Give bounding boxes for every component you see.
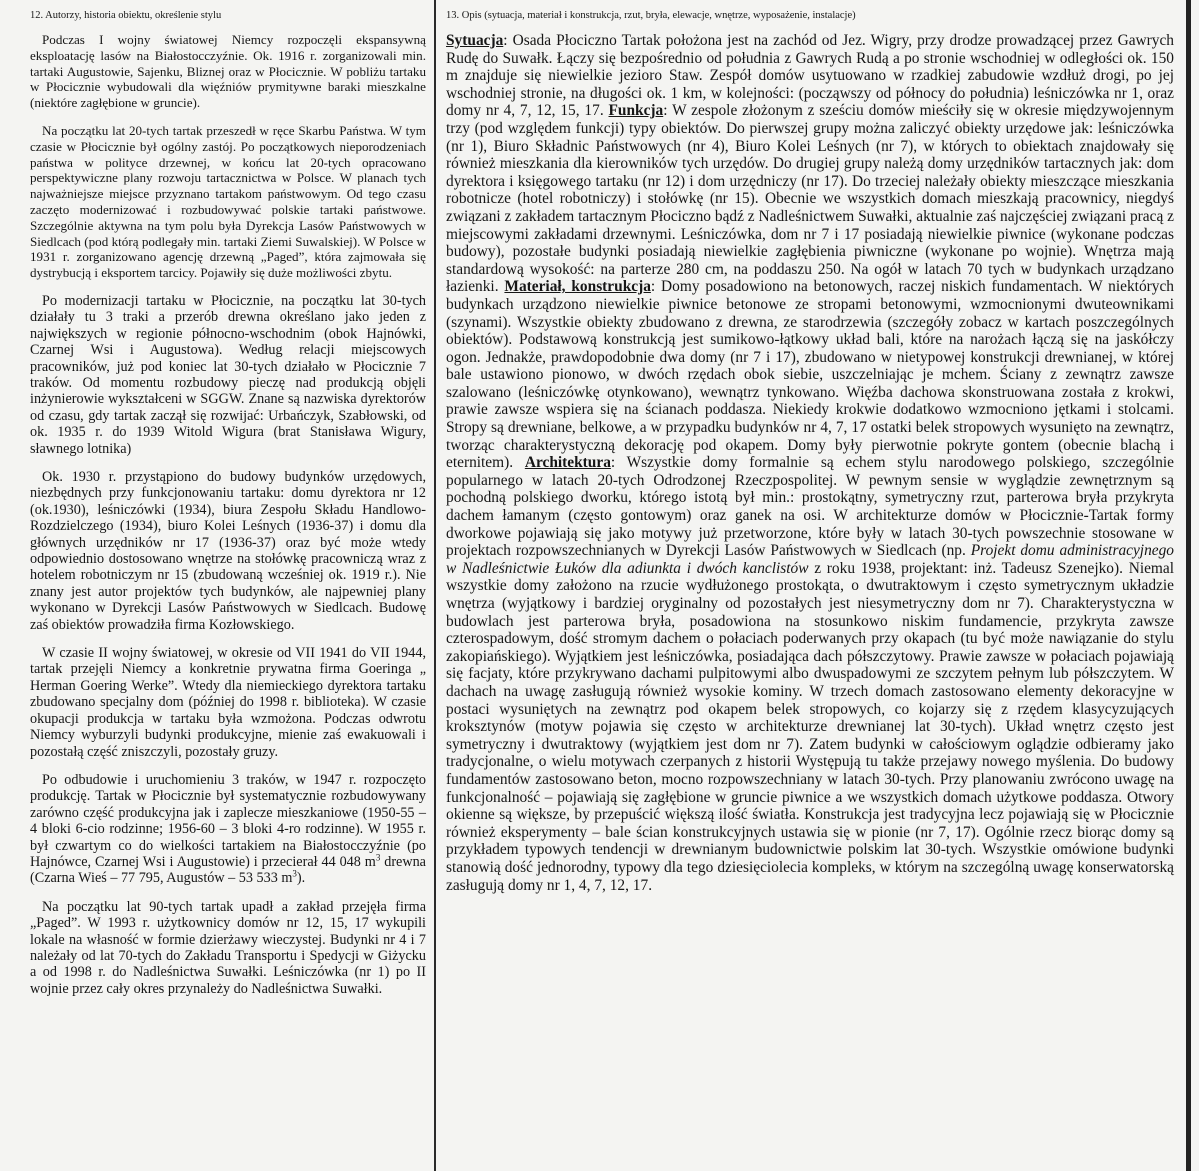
left-column	[30, 8, 426, 1009]
paragraph: Podczas I wojny światowej Niemcy rozpoczęli ekspansywną eksploatację lasów na Białostocczyźnie. Ok. 1916 r. zorganizowali min. tartaki Augustowie, Sajenku, Bliznej oraz w Płocicznie. W pobliżu tartaku w Płocicznie wybudowali dla więźniów prymitywne baraki mieszkalne (niektóre zagłębione w gruncie).	[30, 32, 426, 111]
description-text: Sytuacja: Osada Płociczno Tartak położona jest na zachód od Jez. Wigry, przy drodze prowadzącej przez Gawrych Rudę do Suwałk. Łączy się bezpośrednio od południa z Gawrych Rudą a po stronie wschodniej w odległości ok. 150 m znajduje się niewielkie jezioro Staw. Zespół domów usytuowano w rzadkiej zabudowie wzdłuż drogi, po jej wschodniej stronie, na długości ok. 1 km, w kolejności: (począwszy od północy do południa) leśniczówka nr 1, oraz domy nr 4, 7, 12, 15, 17. Funkcja: W zespole złożonym z sześciu domów mieściły się w okresie międzywojennym trzy (pod względem funkcji) typy obiektów. Do pierwszej grupy można zaliczyć obiekty urzędowe jak: leśniczówka (nr 1), Biuro Składnic Państwowych (nr 4), Biuro Kolei Leśnych (nr 7), w których to obiektach znajdowały się również mieszkania dla kierowników tych urzędów. Do drugiej grupy należą domy urzędników tartacznych jak: dom dyrektora i księgowego tartaku (nr 12) i dom urzędniczy (nr 17). Do trzeciej należały obiekty mieszczące mieszkania robotnicze (hotel robotniczy) i stołówkę (nr 15). Obecnie we wszystkich domach mieszkają pracownicy, niegdyś związani z zakładem tartacznym Płociczno bądź z Nadleśnictwem Suwałki, aktualnie zaś najczęściej związani pracą z miejscowymi zakładami drzewnymi. Leśniczówka, dom nr 7 i 17 posiadają niewielkie piwnice (wykonane podczas budowy), pozostałe budynki posiadają niewielkie zagłębienia piwniczne (wykonane po wojnie). Wnętrza mają standardową wysokość: na parterze 280 cm, na poddaszu 250. Na ogół w latach 70 tych w budynkach urządzano łazienki. Materiał, konstrukcja: Domy posadowiono na betonowych, raczej niskich fundamentach. W niektórych budynkach urządzono niewielkie piwnice betonowe ze stropami betonowymi, wzmocnionymi dwuteownikami (szynami). Wszystkie obiekty zbudowano z drewna, ze starodrzewia (szczegóły zobacz w kartach poszczególnych obiektów). Podstawową konstrukcją jest sumikowo-łątkowy układ bali, które na narożach łączą się na jaskółczy ogon. Jednakże, prawdopodobnie dwa domy (nr 7 i 17), zbudowano w nietypowej konstrukcji drewnianej, w której bale ustawiono pionowo, w dwóch rzędach obok siebie, uszczelniając je mchem. Ściany z zewnątrz zawsze szalowano (leśniczówkę otynkowano), wewnątrz tynkowano. Więźba dachowa skonstruowana została z krokwi, prawie zawsze wspiera się na ścianach poddasza. Niekiedy krokwie dodatkowo wzmocniono jętkami i stolcami. Stropy są drewniane, belkowe, a w przypadku budynków nr 4, 7, 17 ostatki belek stropowych wysunięto na zewnątrz, tworząc charakterystyczną dekorację pod okapem. Domy były pierwotnie pokryte gontem (obecnie blachą i eternitem). Architektura: Wszystkie domy formalnie są echem stylu narodowego polskiego, szczególnie popularnego w latach 20-tych Odrodzonej Rzeczpospolitej. W pewnym sensie w wyglądzie zewnętrznym są pochodną polskiego dworku, którego istotą był min.: prostokątny, symetryczny rzut, parterowa bryła przykryta dachem łamanym (często gontowym) oraz ganek na osi. W architekturze domów w Płocicznie-Tartak formy dworkowe pojawiają się jako motywy już przetworzone, które były w latach 30-tych powszechnie stosowane w projektach rozpowszechnianych w Dyrekcji Lasów Państwowych w Siedlcach (np. Projekt domu administracyjnego w Nadleśnictwie Łuków dla adiunkta i dwóch kanclistów z roku 1938, projektant: inż. Tadeusz Szenejko). Niemal wszystkie domy założono na rzucie wydłużonego prostokąta, o dwutraktowym i często symetrycznym układzie wnętrza (wyjątkowy i bardziej oryginalny od pozostałych jest niesymetryczny dom nr 7). Charakterystyczna w budowlach jest parterowa bryła, posadowiona na stosunkowo niskim fundamencie, przykryta zawsze czterospadowym, dość stromym dachem o połaciach poderwanych przy okapach (tu być może nawiązanie do stylu zakopiańskiego). Wyjątkiem jest leśniczówka, posiadająca dach półszczytowy. Prawie zawsze w połaciach pojawiają się facjaty, które przykrywano dachami pulpitowymi albo dwuspadowymi ze szczytem pełnym lub półszczytem. W dachach na uwagę zasługują również wysokie kominy. W trzech domach zastosowano elementy dekoracyjne w postaci wysuniętych na zewnątrz pod okapem belek stropowych, co kojarzy się z rzędem klasycyzujących kroksztynów (motyw pojawia się często w architekturze drewnianej lat 30-tych). Układ wnętrz często jest symetryczny i dwutraktowy (wyjątkiem jest dom nr 7). Zatem budynki w całościowym oglądzie odbieramy jako tradycjonalne, o wielu motywach czerpanych z historii Występują tu także przejawy nowego myślenia. Do budowy fundamentów zastosowano beton, mocno rozpowszechniany w latach 30-tych. Przy planowaniu zwrócono uwagę na funkcjonalność – pojawiają się zagłębione w gruncie piwnice a we wszystkich domach użytkowe poddasza. Otwory okienne są większe, by przepuścić większą ilość światła. Konstrukcja jest tradycyjna lecz pojawiają się w Płocicznie również eksperymenty – bale ścian konstrukcyjnych ustawia się w pionie (nr 7, 17). Ogólnie rzecz biorąc domy są przykładem typowych tendencji w drewnianym budownictwie polskim lat 30-tych. Wszystkie omówione budynki stanowią dość jednorodny, typowy dla tego dziesięciolecia kompleks, w którym na szczególną uwagę konserwatorską zasługują domy nr 1, 4, 7, 12, 17.	[446, 32, 1175, 894]
paragraph: Ok. 1930 r. przystąpiono do budowy budynków urzędowych, niezbędnych przy funkcjonowaniu tartaku: domu dyrektora nr 12 (ok.1930), leśniczówki (1934), biura Zespołu Składu Handlowo-Rozdzielczego (1934), biuro Kolei Leśnych (1936-37) i domu dla głównych urzędników nr 17 (1936-37) oraz być może wtedy odpowiednio dostosowano wnętrze na stołówkę pracowniczą wraz z hotelem robotniczym nr 15 (zbudowaną wcześniej ok. 1919 r.). Nie znany jest autor projektów tych budynków, ale najpewniej plany wykonano w Dyrekcji Lasów Państwowych w Siedlcach. Budowę zaś obiektów prowadziła firma Kozłowskiego.	[30, 469, 426, 633]
paragraph: W czasie II wojny światowej, w okresie od VII 1941 do VII 1944, tartak przejęli Niemcy a konkretnie prywatna firma Goeringa „ Herman Goering Werke”. Wtedy dla niemieckiego dyrektora tartaku zbudowano specjalny dom (później do 1998 r. biblioteka). W czasie okupacji produkcja w tartaku była wzmożona. Podczas odwrotu Niemcy wyburzyli budynki produkcyjne, mienie zaś ewakuowali i pozostałą część zniszczyli, pozostały gruzy.	[30, 645, 426, 760]
subheading-material-konstrukcja: Materiał, konstrukcja	[504, 278, 651, 296]
column-divider	[434, 0, 436, 1171]
right-column	[446, 8, 1174, 894]
page-edge-border	[1186, 0, 1191, 1171]
paragraph: Po modernizacji tartaku w Płocicznie, na początku lat 30-tych działały tu 3 traki a przerób drewna określano jako jeden z największych w regionie północno-wschodnim (obok Hajnówki, Czarnej Wsi i Augustowa). Według relacji miejscowych pracowników, już pod koniec lat 30-tych działało w Płocicznie 7 traków. Od momentu rozbudowy pieczę nad produkcją objęli inżynierowie wykształceni w SGGW. Znane są nazwiska dyrektorów od czasu, gdy tartak zaczął się rozwijać: Urbańczyk, Szabłowski, od ok. 1935 r. do 1939 Witold Wigura (brat Stanisława Wigury, sławnego lotnika)	[30, 292, 426, 457]
project-title-italic: Projekt domu administracyjnego w Nadleśnictwie Łuków dla adiunkta i dwóch kanclistów	[446, 542, 1175, 577]
paragraph: Na początku lat 90-tych tartak upadł a zakład przejęła firma „Paged”. W 1993 r. użytkownicy domów nr 12, 15, 17 wykupili lokale na własność w formie dzierżawy wieczystej. Budynki nr 4 i 7 należały od lat 70-tych do Zakładu Transportu i Spedycji w Giżycku a od 1998 r. do Nadleśnictwa Suwałki. Leśniczówka (nr 1) po II wojnie przez cały okres przynależy do Nadleśnictwa Suwałki.	[30, 898, 426, 997]
subheading-architektura: Architektura	[524, 454, 611, 472]
paragraph: Po odbudowie i uruchomieniu 3 traków, w 1947 r. rozpoczęto produkcję. Tartak w Płocicznie był systematycznie rozbudowywany zarówno część produkcyjna jak i zaplecze mieszkaniowe (1950-55 – 4 bloki 6-cio rodzinne; 1956-60 – 3 bloki 4-ro rodzinne). W 1955 r. był czwartym co do wielkości tartakiem na Białostocczyźnie (po Hajnówce, Czarnej Wsi i Augustowie) i przecierał 44 048 $m^3$ drewna (Czarna Wieś – 77 795, Augustów – 53 533 $m^3$).	[30, 771, 426, 887]
paragraph: Na początku lat 20-tych tartak przeszedł w ręce Skarbu Państwa. W tym czasie w Płocicznie był ogólny zastój. Po początkowych nieporodzeniach państwa w polityce drzewnej, w końcu lat 20-tych opracowano perspektywiczne plany rozwoju tartacznictwa w Polsce. W planach tych najważniejsze miejsce przyznano tartakom państwowym. Od tego czasu zaczęto modernizować i rozbudowywać polskie tartaki państwowe. Szczególnie aktywna na tym polu była Dyrekcja Lasów Państwowych w Siedlcach (pod którą podlegały min. tartaki Ziemi Suwalskiej). W Polsce w 1931 r. zorganizowano agencję drzewną „Paged”, która zajmowała się dystrybucją i eksportem tarcicy. Pojawiły się duże możliwości zbytu.	[30, 122, 426, 281]
section-12-heading: 12. Autorzy, historia obiektu, określenie stylu	[30, 10, 222, 21]
section-13-heading: 13. Opis (sytuacja, materiał i konstrukcja, rzut, bryła, elewacje, wnętrze, wyposażenie, instalacje)	[446, 10, 856, 21]
subheading-sytuacja: Sytuacja	[446, 32, 504, 49]
subheading-funkcja: Funkcja	[608, 102, 664, 120]
